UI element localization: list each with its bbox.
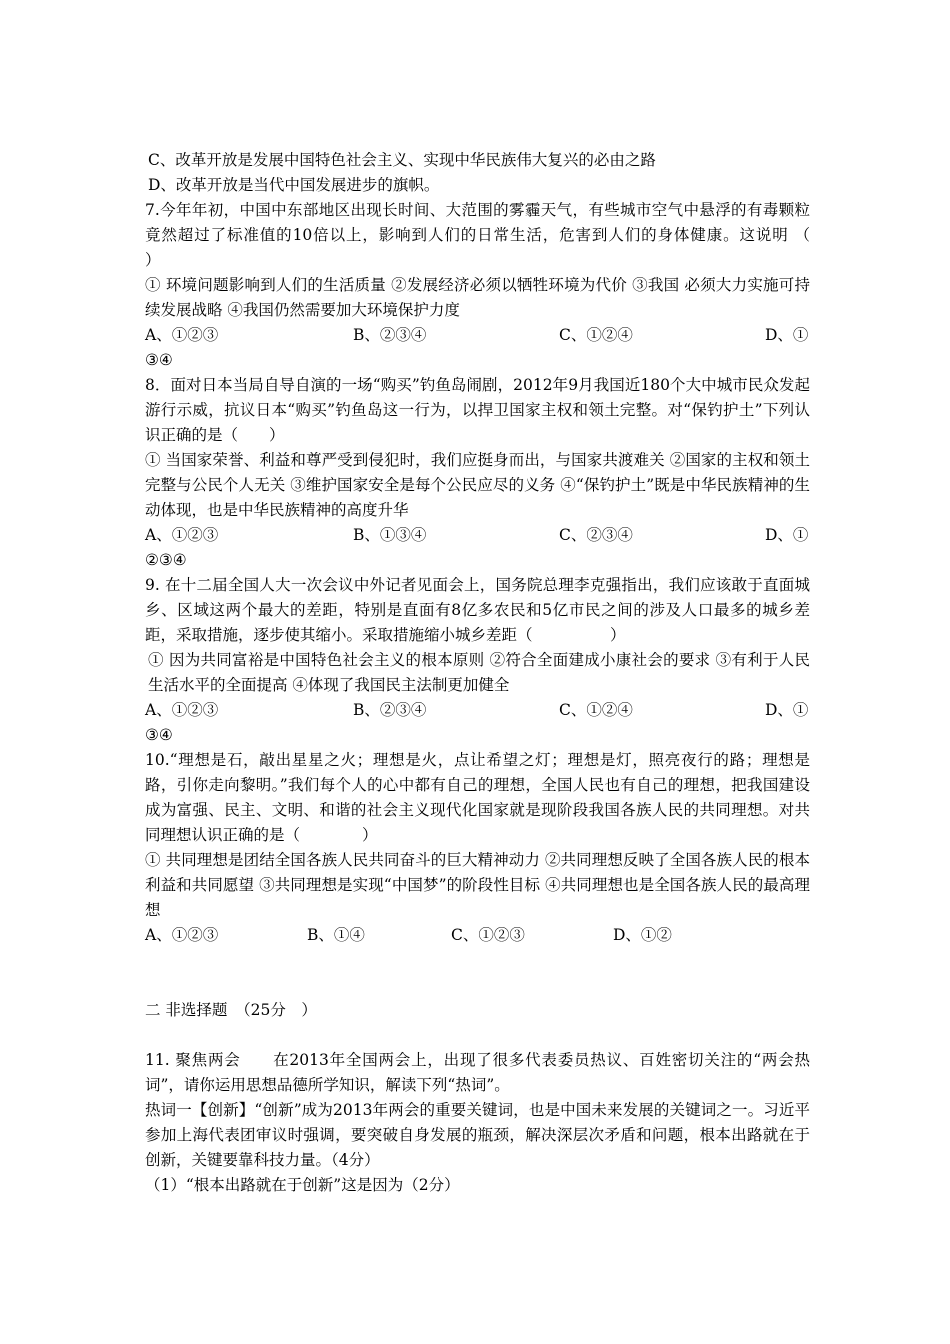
q6-option-c: C、改革开放是发展中国特色社会主义、实现中华民族伟大复兴的必由之路 (148, 151, 656, 169)
exam-page (145, 148, 873, 1198)
q9-option-d: D、① (765, 701, 809, 719)
q11-sub-question-1: （1）“根本出路就在于创新”这是因为（2分） (145, 1176, 460, 1194)
q10-options (145, 923, 810, 948)
q7-options (145, 323, 810, 348)
q8-option-b: B、①③④ (353, 526, 427, 544)
section-2-title: 二 非选择题 （25分 ） (145, 1001, 317, 1019)
q8-statements: ① 当国家荣誉、利益和尊严受到侵犯时，我们应挺身而出，与国家共渡难关 ②国家的主权和领土完整与公民个人无关 ③维护国家安全是每个公民应尽的义务 ④“保钓护土”既是中华民族精神的生动体现，也是中华民族精神的高度升华 (145, 451, 810, 519)
q7-option-d: D、① (765, 326, 809, 344)
q7-option-c: C、①②④ (559, 326, 633, 344)
q9-option-a: A、①②③ (145, 701, 219, 719)
q10-stem: 10.“理想是石，敲出星星之火；理想是火，点让希望之灯；理想是灯，照亮夜行的路；理想是路，引你走向黎明。”我们每个人的心中都有自己的理想，全国人民也有自己的理想，把我国建设成为富强、民主、文明、和谐的社会主义现代化国家就是现阶段我国各族人民的共同理想。对共同理想认识正确的是（ ） (145, 751, 810, 844)
q7-option-a: A、①②③ (145, 326, 219, 344)
q11-stem: 11. 聚焦两会 在2013年全国两会上，出现了很多代表委员热议、百姓密切关注的“两会热词”，请你运用思想品德所学知识，解读下列“热词”。 (145, 1051, 810, 1094)
q9-options (145, 698, 810, 723)
q9-statements: ① 因为共同富裕是中国特色社会主义的根本原则 ②符合全面建成小康社会的要求 ③有利于人民生活水平的全面提高 ④体现了我国民主法制更加健全 (148, 651, 810, 694)
q7-stem: 7.今年年初，中国中东部地区出现长时间、大范围的雾霾天气，有些城市空气中悬浮的有毒颗粒竟然超过了标准值的10倍以上，影响到人们的日常生活，危害到人们的身体健康。这说明 （ ） (145, 201, 873, 269)
q10-option-b: B、①④ (307, 926, 365, 944)
q9-option-c: C、①②④ (559, 701, 633, 719)
q7-statements: ① 环境问题影响到人们的生活质量 ②发展经济必须以牺牲环境为代价 ③我国 必须大力实施可持续发展战略 ④我国仍然需要加大环境保护力度 (145, 276, 810, 319)
q6-option-d: D、改革开放是当代中国发展进步的旗帜。 (148, 176, 440, 194)
q9-option-d-cont: ③④ (145, 726, 173, 744)
q10-option-c: C、①②③ (451, 926, 525, 944)
q8-option-d: D、① (765, 526, 809, 544)
q9-option-b: B、②③④ (353, 701, 427, 719)
q7-option-d-cont: ③④ (145, 351, 173, 369)
q7-option-b: B、②③④ (353, 326, 427, 344)
q11-hot-word-1: 热词一【创新】“创新”成为2013年两会的重要关键词，也是中国未来发展的关键词之一。习近平参加上海代表团审议时强调，要突破自身发展的瓶颈，解决深层次矛盾和问题，根本出路就在于创新，关键要靠科技力量。（4分） (145, 1101, 810, 1169)
q8-option-a: A、①②③ (145, 526, 219, 544)
q8-options (145, 523, 810, 548)
q8-option-d-cont: ②③④ (145, 551, 187, 569)
q8-option-c: C、②③④ (559, 526, 633, 544)
q10-statements: ① 共同理想是团结全国各族人民共同奋斗的巨大精神动力 ②共同理想反映了全国各族人民的根本利益和共同愿望 ③共同理想是实现“中国梦”的阶段性目标 ④共同理想也是全国各族人民的最高理想 (145, 851, 810, 919)
q8-stem: 8．面对日本当局自导自演的一场“购买”钓鱼岛闹剧，2012年9月我国近180个大中城市民众发起游行示威，抗议日本“购买”钓鱼岛这一行为，以捍卫国家主权和领土完整。对“保钓护土”下列认识正确的是（ ） (145, 376, 810, 444)
q10-option-d: D、①② (613, 926, 672, 944)
q9-stem: 9. 在十二届全国人大一次会议中外记者见面会上，国务院总理李克强指出，我们应该敢于直面城乡、区域这两个最大的差距，特别是直面有8亿多农民和5亿市民之间的涉及人口最多的城乡差距，采取措施，逐步使其缩小。采取措施缩小城乡差距（ ） (145, 576, 810, 644)
q10-option-a: A、①②③ (145, 926, 219, 944)
